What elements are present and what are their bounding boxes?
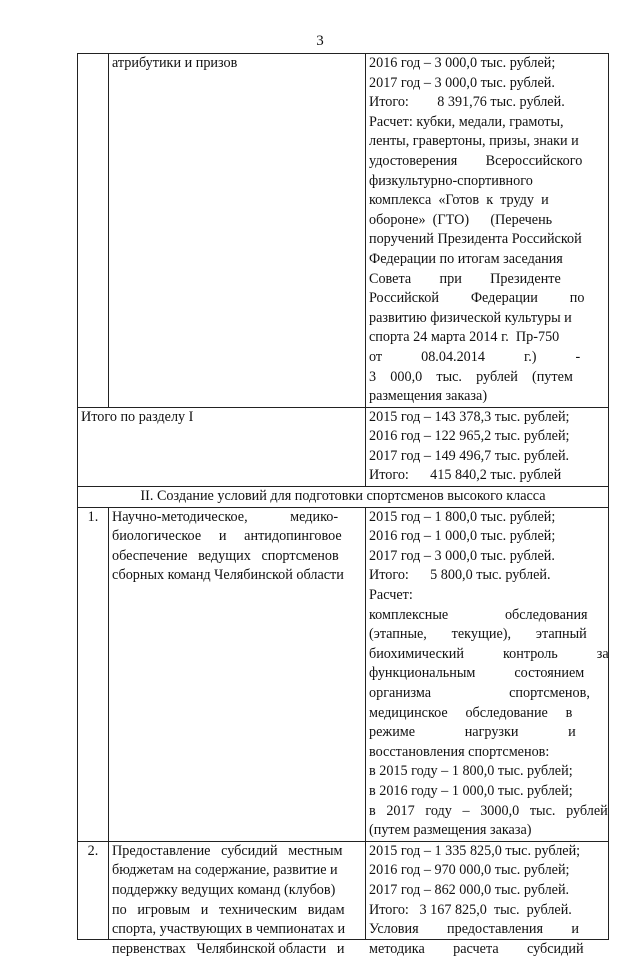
- measure-name-line: поддержку ведущих команд (клубов): [112, 881, 336, 898]
- calc-line: спорта 24 марта 2014 г. Пр-750: [369, 329, 560, 346]
- calc-line: функциональным состоянием: [369, 665, 585, 682]
- measure-name-line: биологическое и антидопинговое: [112, 528, 342, 545]
- calc-line: восстановления спортсменов:: [369, 743, 550, 760]
- measure-name-line: Научно-методическое, медико-: [112, 508, 339, 525]
- finance-line: 2016 год – 970 000,0 тыс. рублей;: [369, 862, 570, 879]
- calc-line: (этапные, текущие), этапный: [369, 626, 587, 643]
- measure-name-line: обеспечение ведущих спортсменов: [112, 547, 339, 564]
- row-number-cell: [78, 54, 109, 408]
- calc-line: удостоверения Всероссийского: [369, 152, 583, 169]
- finance-line: 2015 год – 1 800,0 тыс. рублей;: [369, 508, 556, 525]
- calc-line: размещения заказа): [369, 388, 488, 405]
- measure-name-cell: [109, 54, 366, 408]
- calc-line: обороне» (ГТО) (Перечень: [369, 211, 553, 228]
- measure-name-line: спорта, участвующих в чемпионатах и: [112, 921, 346, 938]
- finance-total-line: Итого: 415 840,2 тыс. рублей: [369, 467, 562, 484]
- measure-name-line: Предоставление субсидий местным: [112, 842, 343, 859]
- calc-line: комплексные обследования: [369, 606, 588, 623]
- row-number: 1.: [78, 507, 109, 841]
- calc-line: Условия предоставления и: [369, 921, 579, 938]
- measures-table: [77, 53, 609, 957]
- financing-cell: [366, 507, 609, 841]
- page-number: 3: [316, 33, 324, 49]
- calc-line: Федерации по итогам заседания: [369, 250, 563, 267]
- finance-total-line: Итого: 5 800,0 тыс. рублей.: [369, 567, 551, 584]
- finance-line: 2017 год – 3 000,0 тыс. рублей.: [369, 547, 555, 564]
- calc-line: режиме нагрузки и: [369, 724, 576, 741]
- finance-line: 2017 год – 3 000,0 тыс. рублей.: [369, 74, 555, 91]
- measure-name-line: бюджетам на содержание, развитие и: [112, 862, 338, 879]
- calc-line: Совета при Президенте: [369, 270, 561, 287]
- table-row-total: [78, 407, 609, 486]
- measure-name-line: по игровым и техническим видам: [112, 901, 345, 918]
- finance-line: 2015 год – 1 335 825,0 тыс. рублей;: [369, 842, 581, 859]
- table-row: [78, 507, 609, 841]
- finance-line: 2015 год – 143 378,3 тыс. рублей;: [369, 408, 570, 425]
- calc-line: Расчет:: [369, 587, 413, 604]
- table-row: [78, 54, 609, 408]
- financing-cell: [366, 407, 609, 486]
- calc-line: в 2017 году – 3000,0 тыс. рублей: [369, 802, 608, 819]
- calc-line: ленты, гравертоны, призы, знаки и: [369, 133, 579, 150]
- row-number: 2.: [78, 841, 109, 939]
- section-total-label: Итого по разделу I: [81, 408, 194, 425]
- calc-line: (путем размещения заказа): [369, 822, 532, 839]
- calc-line: комплекса «Готов к труду и: [369, 192, 549, 209]
- measure-name-cell: [109, 841, 366, 957]
- finance-total-line: Итого: 3 167 825,0 тыс. рублей.: [369, 901, 572, 918]
- measure-name-line: сборных команд Челябинской области: [112, 567, 344, 584]
- calc-line: поручений Президента Российской: [369, 231, 582, 248]
- calc-line: методика расчета субсидий: [369, 940, 584, 957]
- measure-name: атрибутики и призов: [112, 55, 238, 71]
- calc-line: Расчет: кубки, медали, грамоты,: [369, 113, 564, 130]
- finance-line: 2016 год – 122 965,2 тыс. рублей;: [369, 428, 570, 445]
- finance-line: 2016 год – 3 000,0 тыс. рублей;: [369, 55, 556, 71]
- calc-line: физкультурно-спортивного: [369, 172, 533, 189]
- financing-cell: [366, 841, 609, 957]
- calc-line: организма спортсменов,: [369, 685, 590, 701]
- calc-line: от 08.04.2014 г.) -: [369, 348, 581, 365]
- finance-line: 2016 год – 1 000,0 тыс. рублей;: [369, 528, 556, 545]
- calc-line: развитию физической культуры и: [369, 309, 572, 326]
- calc-line: Российской Федерации по: [369, 290, 585, 307]
- finance-total-line: Итого: 8 391,76 тыс. рублей.: [369, 94, 565, 111]
- measure-name-line: первенствах Челябинской области и: [112, 940, 345, 957]
- calc-line: биохимический контроль за: [369, 645, 609, 662]
- table-row: [78, 841, 609, 939]
- total-label-cell: [78, 407, 366, 486]
- finance-line: 2017 год – 149 496,7 тыс. рублей.: [369, 447, 570, 464]
- section-heading-row: [78, 487, 609, 508]
- calc-line: медицинское обследование в: [369, 704, 573, 721]
- section-heading: II. Создание условий для подготовки спортсменов высокого класса: [78, 487, 609, 508]
- measure-name-cell: [109, 507, 366, 841]
- finance-line: 2017 год – 862 000,0 тыс. рублей.: [369, 881, 570, 898]
- calc-line: 3 000,0 тыс. рублей (путем: [369, 368, 573, 385]
- calc-line: в 2015 году – 1 800,0 тыс. рублей;: [369, 763, 573, 780]
- calc-line: в 2016 году – 1 000,0 тыс. рублей;: [369, 782, 573, 799]
- financing-cell: [366, 54, 609, 408]
